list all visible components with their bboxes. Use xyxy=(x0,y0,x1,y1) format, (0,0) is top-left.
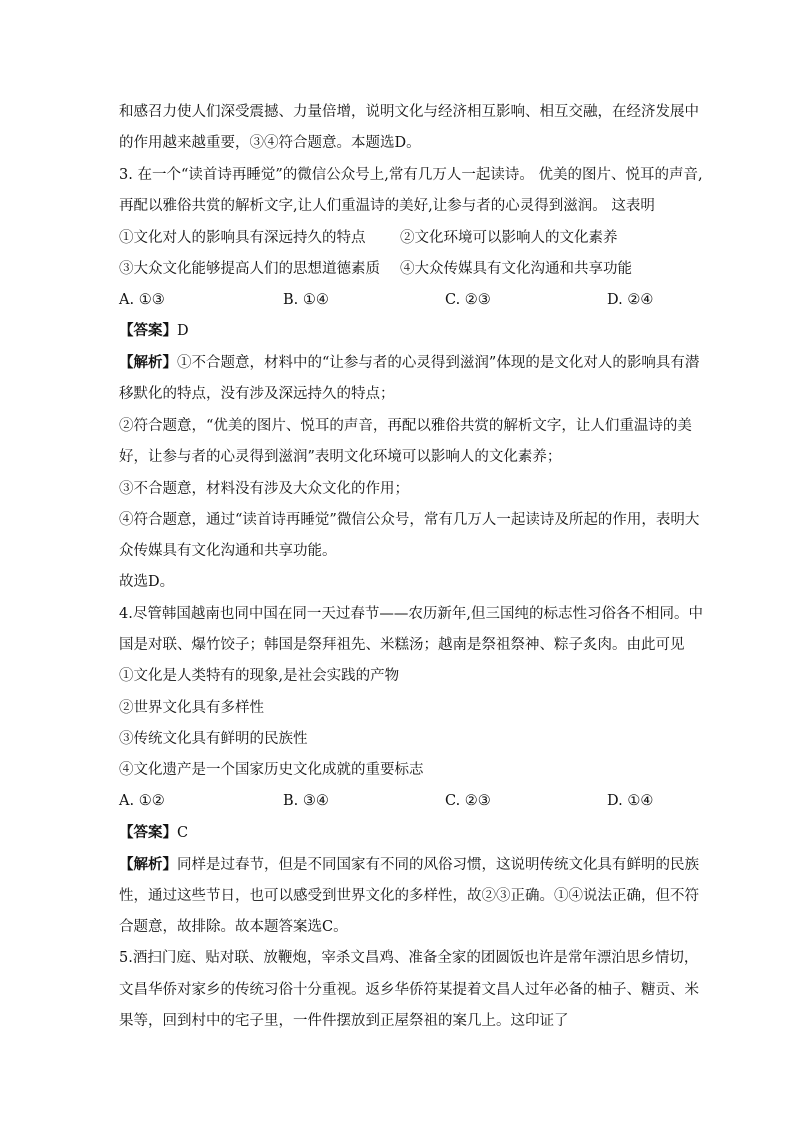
text-line: 合题意，故排除。故本题答案选C。 xyxy=(119,919,348,935)
choice-a: A. ①③ xyxy=(119,292,165,308)
analysis-text: 同样是过春节，但是不同国家有不同的风俗习惯，这说明传统文化具有鲜明的民族 xyxy=(177,857,699,873)
question-5-stem-cont: 果等，回到村中的宅子里，一件件摆放到正屋祭祖的案几上。这印证了 xyxy=(119,1013,569,1029)
answer-label: 【答案】 xyxy=(119,824,177,841)
choice-b: B. ③④ xyxy=(283,793,329,809)
statement-1: ①文化是人类特有的现象,是社会实践的产物 xyxy=(119,668,400,684)
text-line: 性，通过这些节日，也可以感受到世界文化的多样性，故②③正确。①④说法正确，但不符 xyxy=(119,888,699,904)
analysis-line xyxy=(119,353,700,373)
answer-line xyxy=(119,321,679,341)
text-line: 故选D。 xyxy=(119,574,175,590)
question-3-stem-cont: 再配以雅俗共赏的解析文字,让人们重温诗的美好,让参与者的心灵得到滋润。 这表明 xyxy=(119,198,655,214)
statement-4: ④大众传媒具有文化沟通和共享功能 xyxy=(400,261,632,277)
text-line: 和感召力使人们深受震撼、力量倍增，说明文化与经济相互影响、相互交融，在经济发展中 xyxy=(119,104,699,120)
text-line: ③不合题意，材料没有涉及大众文化的作用； xyxy=(119,481,409,497)
text-line: 移默化的特点，没有涉及深远持久的特点； xyxy=(119,386,395,402)
question-5-stem: 5.酒扫门庭、贴对联、放鞭炮，宰杀文昌鸡、准备全家的团圆饭也许是常年漂泊思乡情切， xyxy=(119,950,699,966)
statement-1: ①文化对人的影响具有深远持久的特点 xyxy=(119,230,366,246)
statement-3: ③传统文化具有鲜明的民族性 xyxy=(119,731,308,747)
analysis-line xyxy=(119,855,699,875)
question-5-stem-cont: 文昌华侨对家乡的传统习俗十分重视。返乡华侨符某提着文昌人过年必备的柚子、糖贡、米 xyxy=(119,982,699,998)
answer-line xyxy=(119,823,679,843)
answer-value: C xyxy=(177,825,189,841)
choice-b: B. ①④ xyxy=(283,292,329,308)
choice-a: A. ①② xyxy=(119,793,165,809)
text-line: ②符合题意，“优美的图片、悦耳的声音，再配以雅俗共赏的解析文字，让人们重温诗的美 xyxy=(119,418,692,434)
analysis-label: 【解析】 xyxy=(119,856,177,873)
text-line: ④符合题意，通过“读首诗再睡觉”微信公众号，常有几万人一起读诗及所起的作用，表明大 xyxy=(119,512,700,528)
analysis-text: ①不合题意，材料中的“让参与者的心灵得到滋润”体现的是文化对人的影响具有潜 xyxy=(177,355,700,371)
question-4-stem: 4.尽管韩国越南也同中国在同一天过春节——农历新年,但三国纯的标志性习俗各不相同。中 xyxy=(119,606,703,622)
choice-c: C. ②③ xyxy=(445,793,491,809)
statement-2: ②世界文化具有多样性 xyxy=(119,700,264,716)
text-line: 的作用越来越重要，③④符合题意。本题选D。 xyxy=(119,135,421,151)
question-4-stem-cont: 国是对联、爆竹饺子；韩国是祭拜祖先、米糕汤；越南是祭祖祭神、粽子炙肉。由此可见 xyxy=(119,637,685,653)
question-3-stem: 3. 在一个“读首诗再睡觉”的微信公众号上,常有几万人一起读诗。 优美的图片、悦耳的声音, xyxy=(119,167,703,183)
choice-d: D. ②④ xyxy=(607,292,654,308)
statement-2: ②文化环境可以影响人的文化素养 xyxy=(400,230,618,246)
choice-c: C. ②③ xyxy=(445,292,491,308)
analysis-label: 【解析】 xyxy=(119,354,177,371)
answer-label: 【答案】 xyxy=(119,322,177,339)
text-line: 好，让参与者的心灵得到滋润”表明文化环境可以影响人的文化素养； xyxy=(119,449,562,465)
answer-value: D xyxy=(177,323,189,339)
statement-3: ③大众文化能够提高人们的思想道德素质 xyxy=(119,261,380,277)
choice-d: D. ①④ xyxy=(607,793,654,809)
text-line: 众传媒具有文化沟通和共享功能。 xyxy=(119,543,337,559)
statement-4: ④文化遗产是一个国家历史文化成就的重要标志 xyxy=(119,762,424,778)
